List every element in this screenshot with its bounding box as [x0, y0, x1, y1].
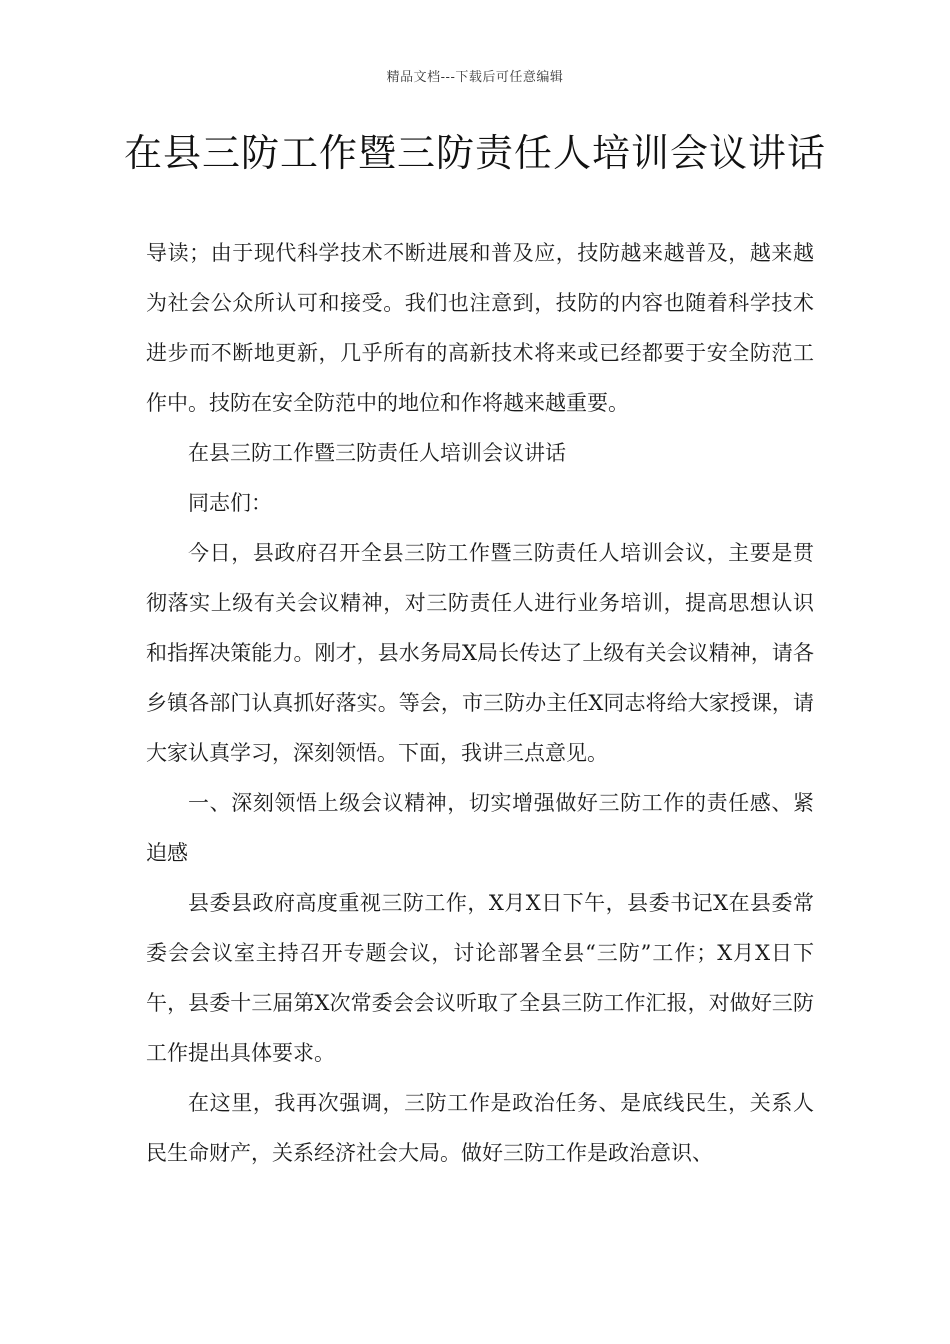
body-paragraph: 在这里，我再次强调，三防工作是政治任务、是底线民生，关系人民生命财产，关系经济社会大局。做好三防工作是政治意识、: [146, 1091, 814, 1165]
section-heading: 一、深刻领悟上级会议精神，切实增强做好三防工作的责任感、紧迫感: [146, 791, 814, 865]
body-paragraph: 县委县政府高度重视三防工作，X月X日下午，县委书记X在县委常委会会议室主持召开专题会议，讨论部署全县“三防”工作；X月X日下午，县委十三届第X次常委会会议听取了全县三防工作汇报，对做好三防工作提出具体要求。: [146, 891, 814, 1065]
salutation-paragraph: 同志们：: [188, 491, 272, 515]
subtitle-paragraph: 在县三防工作暨三防责任人培训会议讲话: [188, 441, 566, 465]
document-title: 在县三防工作暨三防责任人培训会议讲话: [123, 131, 826, 175]
body-paragraph: 今日，县政府召开全县三防工作暨三防责任人培训会议，主要是贯彻落实上级有关会议精神，对三防责任人进行业务培训，提高思想认识和指挥决策能力。刚才，县水务局X局长传达了上级有关会议精神，请各乡镇各部门认真抓好落实。等会，市三防办主任X同志将给大家授课，请大家认真学习，深刻领悟。下面，我讲三点意见。: [146, 541, 814, 765]
document-body: [146, 228, 814, 1178]
intro-paragraph: 导读；由于现代科学技术不断进展和普及应，技防越来越普及，越来越为社会公众所认可和接受。我们也注意到，技防的内容也随着科学技术进步而不断地更新，几乎所有的高新技术将来或已经都要于安全防范工作中。技防在安全防范中的地位和作将越来越重要。: [146, 241, 814, 415]
page-header: 精品文档---下载后可任意编辑: [386, 70, 564, 85]
